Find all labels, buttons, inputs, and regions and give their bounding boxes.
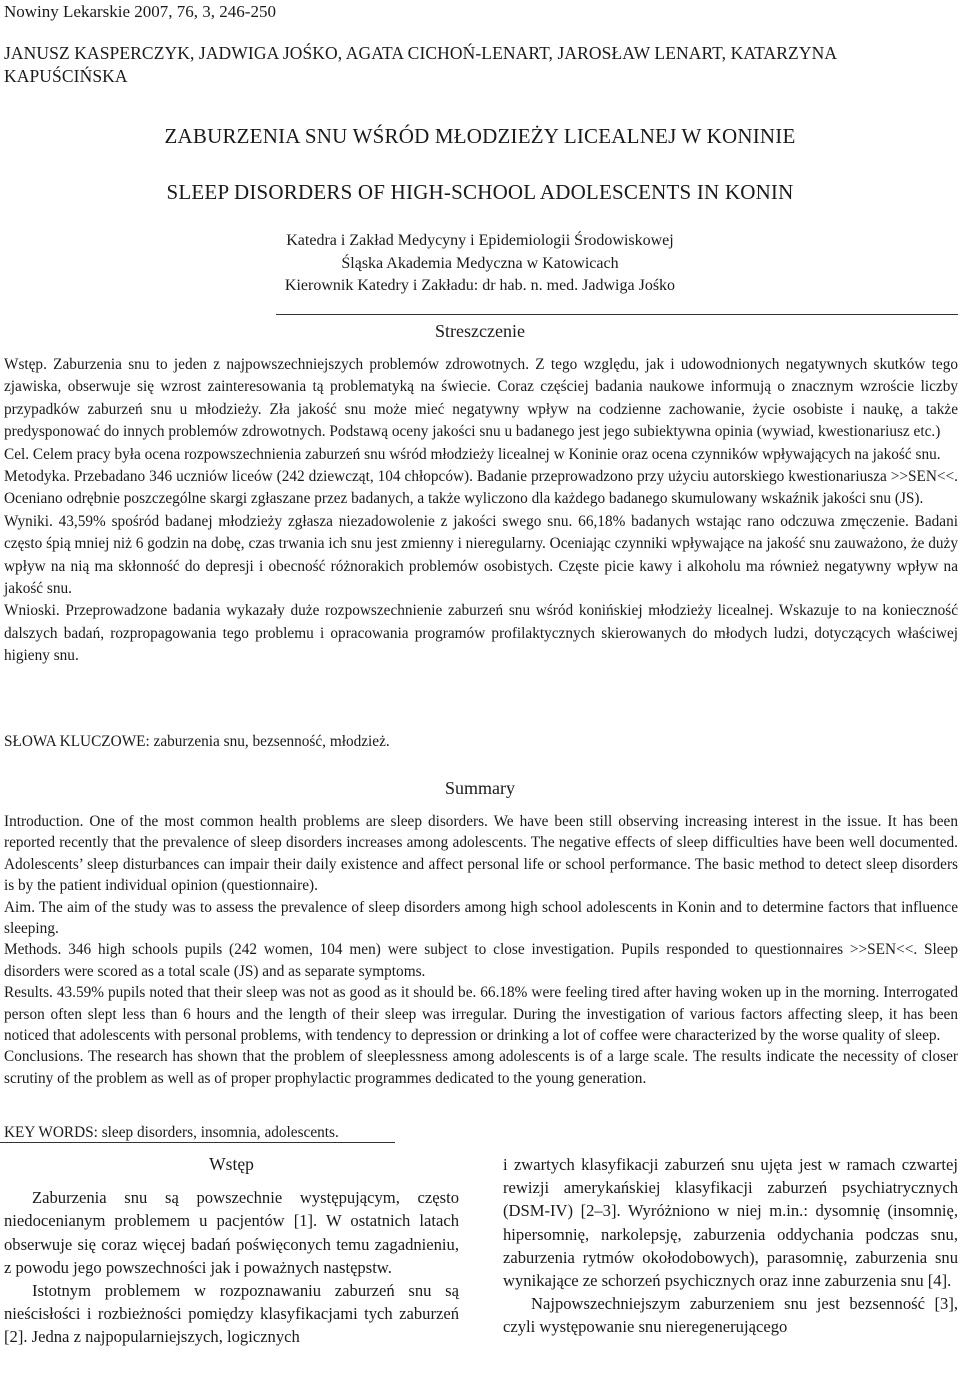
streszczenie-keywords: SŁOWA KLUCZOWE: zaburzenia snu, bezsenność, młodzież. [4, 733, 390, 750]
author-list: JANUSZ KASPERCZYK, JADWIGA JOŚKO, AGATA CICHOŃ-LENART, JAROSŁAW LENART, KATARZYNA KAPUŚCIŃSKA [4, 43, 837, 86]
summary-methods: Methods. 346 high schools pupils (242 women, 104 men) were subject to close investigation. Pupils responded to questionnaires >>SEN<<. Sleep disorders were scored as a total scale (JS) and as separate symptoms. [4, 941, 958, 980]
streszczenie-results: Wyniki. 43,59% spośród badanej młodzieży zgłasza niezadowolenie z jakości swego snu. 66,18% badanych wstając rano odczuwa zmęczenie. Badani często śpią mniej niż 6 godzin na dobę, czas trwania ich snu jest zmienny i nieregularny. Oceniając czynniki wpływające na jakość snu zauważono, że duży wpływ na nią ma skłonność do depresji i obecność różnorakich problemów osobistych. Częste picie kawy i alkoholu ma również negatywny wpływ na jakość snu. [4, 512, 958, 598]
streszczenie-conclusions: Wnioski. Przeprowadzone badania wykazały duże rozpowszechnienie zaburzeń snu wśród konińskiej młodzieży licealnej. Wskazuje to na konieczność dalszych badań, rozpropagowania tego problemu i opracowania programów profilaktycznych skierowanych do młodych ludzi, dotyczących właściwej higieny snu. [4, 602, 958, 665]
summary-heading: Summary [445, 778, 515, 798]
body-left-column [4, 1153, 459, 1349]
wstep-paragraph-1: Zaburzenia snu są powszechnie występującym, często niedocenianym problemem u pacjentów [1]. W ostatnich latach obserwuje się coraz więcej badań poświęconych temu zagadnieniu, z powodu jego powszechności jak i poważnych następstw. [4, 1188, 459, 1277]
streszczenie-body [4, 354, 958, 668]
title-english: SLEEP DISORDERS OF HIGH-SCHOOL ADOLESCENTS IN KONIN [166, 180, 794, 204]
title-polish: ZABURZENIA SNU WŚRÓD MŁODZIEŻY LICEALNEJ W KONINIE [164, 124, 796, 148]
streszczenie-methods: Metodyka. Przebadano 346 uczniów liceów (242 dziewcząt, 104 chłopców). Badanie przeprowadzono przy użyciu autorskiego kwestionariusza >>SEN<<. Oceniano odrębnie poszczególne skargi zgłaszane przez badanych, a także wyliczono dla każdego badanego skumulowany wskaźnik jakości snu (JS). [4, 468, 958, 508]
summary-introduction: Introduction. One of the most common health problems are sleep disorders. We have been still observing increasing interest in the issue. It has been reported recently that the prevalence of sleep disorders increases among adolescents. The negative effects of sleep difficulties have been well documented. Adolescents’ sleep disturbances can impair their daily existence and affect personal life or school performance. The basic method to detect sleep disorders is by the patient individual opinion (questionnaire). [4, 813, 958, 895]
summary-conclusions: Conclusions. The research has shown that the problem of sleeplessness among adolescents is of a large scale. The results indicate the necessity of closer scrutiny of the problem as well as of proper prophylactic programmes dedicated to the young generation. [4, 1048, 958, 1087]
wstep-paragraph-4: Najpowszechniejszym zaburzeniem snu jest bezsenność [3], czyli występowanie snu nieregenerującego [503, 1294, 958, 1337]
affiliation-university: Śląska Akademia Medyczna w Katowicach [341, 254, 619, 272]
summary-body [4, 811, 958, 1089]
wstep-paragraph-2: Istotnym problemem w rozpoznawaniu zaburzeń snu są nieścisłości i rozbieżności pomiędzy klasyfikacjami tych zaburzeń [2]. Jedna z najpopularniejszych, logicznych [4, 1281, 459, 1347]
streszczenie-intro: Wstęp. Zaburzenia snu to jeden z najpowszechniejszych problemów zdrowotnych. Z tego względu, jak i udowodnionych negatywnych skutków tego zjawiska, obserwuje się wzrost zainteresowania tą problematyką na świecie. Coraz częściej badania naukowe informują o znacznym wzroście liczby przypadków zaburzeń snu u młodzieży. Zła jakość snu może mieć negatywny wpływ na codzienne zachowanie, życie osobiste i naukę, a także predysponować do innych problemów zdrowotnych. Podstawą oceny jakości snu u badanego jest jego subiektywna opinia (wywiad, kwestionariusz etc.) [4, 356, 958, 441]
body-right-column [503, 1153, 958, 1339]
summary-results: Results. 43.59% pupils noted that their sleep was not as good as it should be. 66.18% were feeling tired after having woken up in the morning. Interrogated person often slept less than 6 hours and the length of their sleep was irregular. During the investigation of various factors affecting sleep, it has been noticed that adolescents with personal problems, with tendency to depression or drinking a lot of coffee were characterized by the worse quality of sleep. [4, 984, 958, 1045]
wstep-paragraph-3: i zwartych klasyfikacji zaburzeń snu ujęta jest w ramach czwartej rewizji amerykańskiej klasyfikacji zaburzeń psychiatrycznych (DSM-IV) [2–3]. Wyróżniono w niej m.in.: dysomnię (insomnię, hipersomnię, narkolepsję, zaburzenia oddychania podczas snu, zaburzenia rytmów okołodobowych), parasomnię, zaburzenia snu wynikające ze schorzeń psychicznych oraz inne zaburzenia snu [4]. [503, 1155, 958, 1291]
affiliation [0, 230, 960, 298]
keywords-divider [0, 1142, 395, 1143]
streszczenie-aim: Cel. Celem pracy była ocena rozpowszechnienia zaburzeń snu wśród młodzieży licealnej w Koninie oraz ocena czynników wpływających na jakość snu. [4, 445, 941, 463]
streszczenie-heading: Streszczenie [435, 321, 525, 341]
section-divider [276, 314, 958, 315]
journal-citation: Nowiny Lekarskie 2007, 76, 3, 246-250 [4, 2, 276, 21]
affiliation-department: Katedra i Zakład Medycyny i Epidemiologii Środowiskowej [286, 232, 674, 249]
affiliation-head: Kierownik Katedry i Zakładu: dr hab. n. med. Jadwiga Jośko [284, 277, 676, 294]
summary-aim: Aim. The aim of the study was to assess the prevalence of sleep disorders among high school adolescents in Konin and to determine factors that influence sleeping. [4, 898, 958, 938]
summary-keywords: KEY WORDS: sleep disorders, insomnia, adolescents. [4, 1124, 339, 1141]
wstep-heading: Wstęp [209, 1154, 254, 1174]
